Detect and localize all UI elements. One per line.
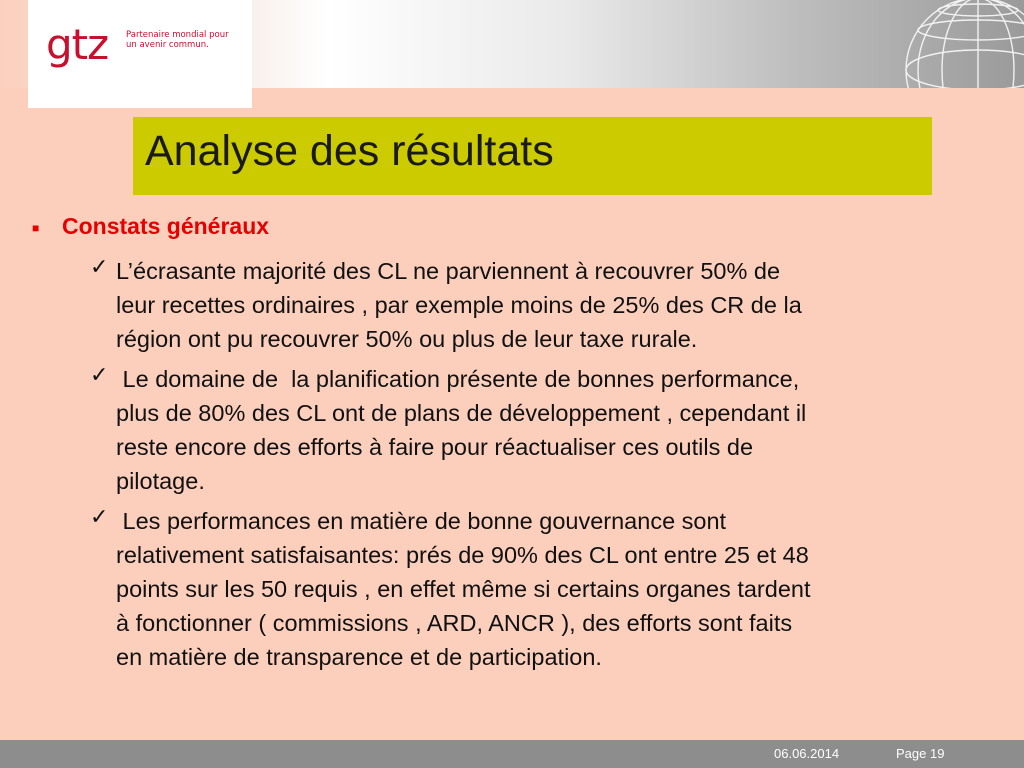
list-item-line: relativement satisfaisantes: prés de 90% des CL ont entre 25 et 48 xyxy=(116,542,809,568)
list-item-line: L’écrasante majorité des CL ne parviennent à recouvrer 50% de xyxy=(116,258,781,284)
list-item-line: Les performances en matière de bonne gouvernance sont xyxy=(116,508,727,534)
list-item-line: Le domaine de la planification présente de bonnes performance, xyxy=(116,366,800,392)
checkmark-icon: ✓ xyxy=(90,254,109,279)
list-item-line: à fonctionner ( commissions , ARD, ANCR ), des efforts sont faits xyxy=(116,610,793,636)
list-item-line: reste encore des efforts à faire pour réactualiser ces outils de xyxy=(116,434,754,460)
list-item-line: pilotage. xyxy=(116,468,205,494)
logo-wordmark: gtz xyxy=(46,20,109,69)
footer-date: 06.06.2014 xyxy=(774,746,840,761)
list-item xyxy=(116,504,956,674)
list-item xyxy=(116,254,956,356)
page-number: Page 19 xyxy=(896,746,945,761)
list-item xyxy=(116,362,956,498)
list-item-line: points sur les 50 requis , en effet même si certains organes tardent xyxy=(116,576,811,602)
checkmark-icon: ✓ xyxy=(90,504,109,529)
footer-bar xyxy=(0,740,1024,768)
checkmark-icon: ✓ xyxy=(90,362,109,387)
list-item-line: leur recettes ordinaires , par exemple moins de 25% des CR de la xyxy=(116,292,802,318)
logo-tagline-line1: Partenaire mondial pour xyxy=(126,30,229,40)
list-item-line: région ont pu recouvrer 50% ou plus de leur taxe rurale. xyxy=(116,326,698,352)
list-item-line: en matière de transparence et de participation. xyxy=(116,644,602,670)
square-bullet-icon: ■ xyxy=(32,221,40,235)
section-heading: Constats généraux xyxy=(62,213,270,239)
list-item-line: plus de 80% des CL ont de plans de développement , cependant il xyxy=(116,400,807,426)
slide-title: Analyse des résultats xyxy=(145,127,554,175)
logo-tagline-line2: un avenir commun. xyxy=(126,40,209,50)
